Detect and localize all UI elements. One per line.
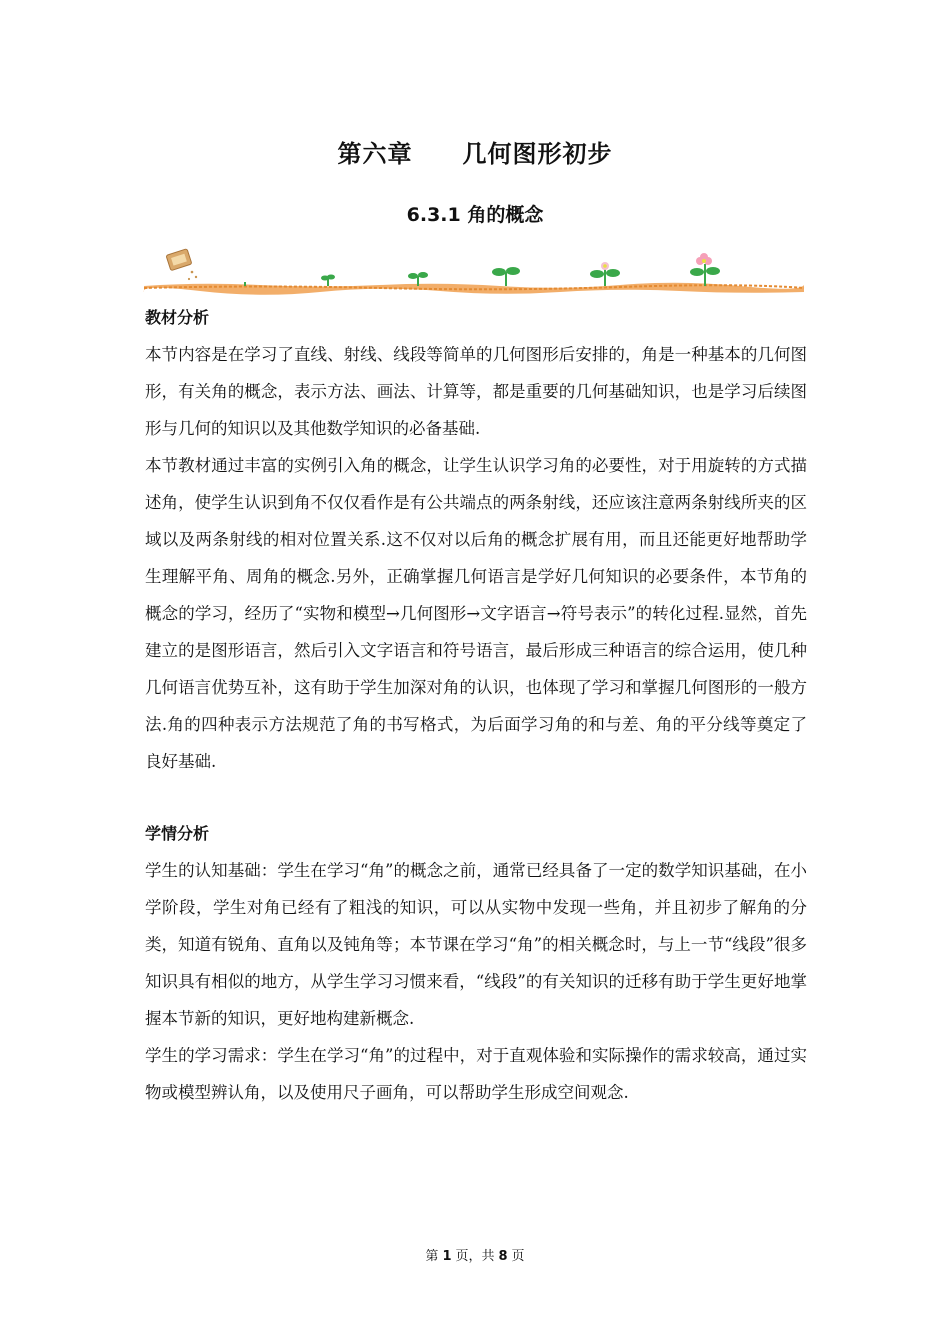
section-title: 6.3.1 角的概念 — [406, 204, 544, 226]
paragraph: 本节内容是在学习了直线、射线、线段等简单的几何图形后安排的，角是一种基本的几何图形，有关角的概念，表示方法、画法、计算等，都是重要的几何基础知识，也是学习后续图形与几何的知识以及其他数学知识的必备基础. — [145, 345, 807, 438]
section-heading-textbook-analysis: 教材分析 — [145, 308, 210, 327]
section-heading-student-analysis: 学情分析 — [145, 824, 210, 843]
chapter-title: 第六章 几何图形初步 — [337, 140, 613, 168]
paragraph: 本节教材通过丰富的实例引入角的概念，让学生认识学习角的必要性，对于用旋转的方式描述角，使学生认识到角不仅仅看作是有公共端点的两条射线，还应该注意两条射线所夹的区域以及两条射线的相对位置关系.这不仅对以后角的概念扩展有用，而且还能更好地帮助学生理解平角、周角的概念.另外，正确掌握几何语言是学好几何知识的必要条件，本节角的概念的学习，经历了“实物和模型→几何图形→文字语言→符号表示”的转化过程.显然，首先建立的是图形语言，然后引入文字语言和符号语言，最后形成三种语言的综合运用，使几种几何语言优势互补，这有助于学生加深对角的认识，也体现了学习和掌握几何图形的一般方法.角的四种表示方法规范了角的书写格式，为后面学习角的和与差、角的平分线等奠定了良好基础. — [145, 456, 807, 771]
footer-current-page: 1 — [442, 1249, 452, 1264]
footer-suffix: 页 — [511, 1249, 525, 1264]
paragraph: 学生的认知基础：学生在学习“角”的概念之前，通常已经具备了一定的数学知识基础，在小学阶段，学生对角已经有了粗浅的知识，可以从实物中发现一些角，并且初步了解角的分类，知道有锐角、直角以及钝角等；本节课在学习“角”的相关概念时，与上一节“线段”很多知识具有相似的地方，从学生学习习惯来看，“线段”的有关知识的迁移有助于学生更好地掌握本节新的知识，更好地构建新概念. — [145, 861, 807, 1028]
footer-middle: 页，共 — [455, 1249, 495, 1264]
sprouting-seeds-grass-divider-icon — [140, 246, 808, 296]
paragraph: 学生的学习需求：学生在学习“角”的过程中，对于直观体验和实际操作的需求较高，通过实物或模型辨认角，以及使用尺子画角，可以帮助学生形成空间观念. — [145, 1046, 807, 1102]
footer-total-pages: 8 — [498, 1249, 508, 1264]
footer-prefix: 第 — [425, 1249, 439, 1264]
page-footer — [0, 1245, 950, 1264]
document-body — [145, 300, 807, 1111]
